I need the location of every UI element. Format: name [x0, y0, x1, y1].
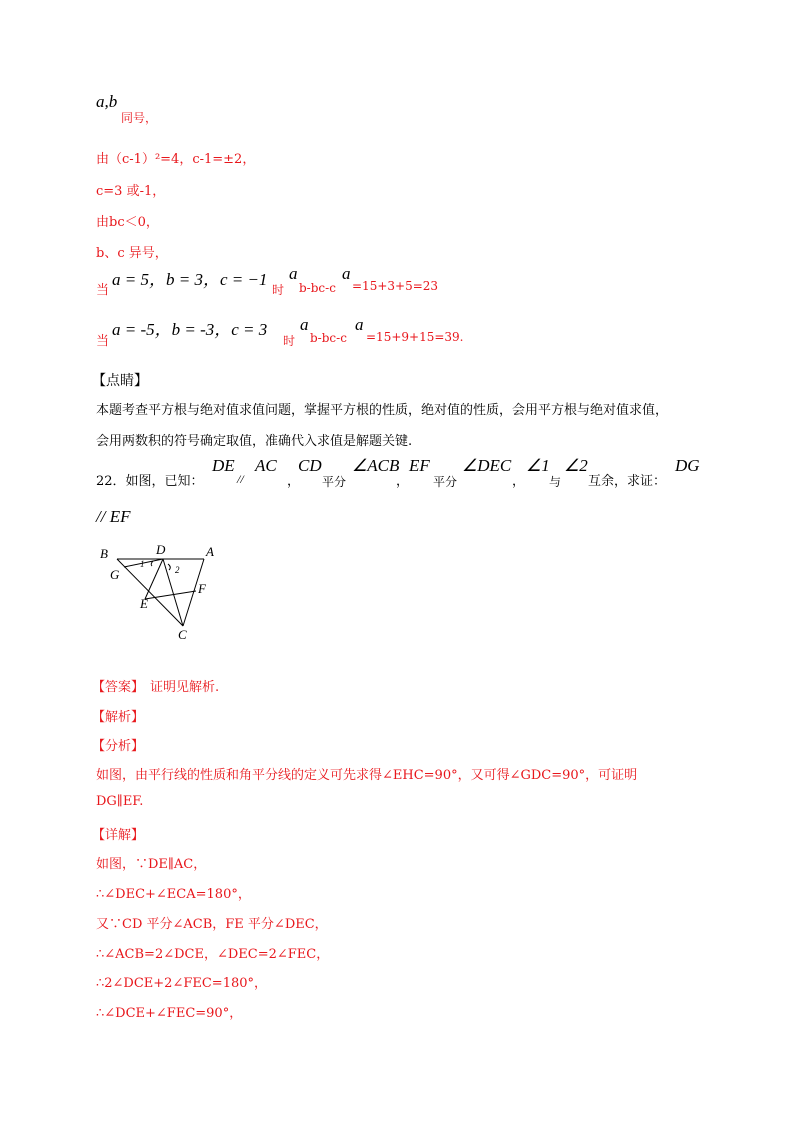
q22-bisect-2: 平分	[433, 475, 458, 489]
q22-ef: EF	[409, 456, 430, 475]
detail-line-4: ∴∠ACB=2∠DCE，∠DEC=2∠FEC，	[96, 947, 330, 962]
jiexi-heading: 【解析】	[92, 710, 145, 725]
label-angle-1: 1	[140, 559, 145, 569]
label-B: B	[100, 546, 108, 561]
q22-de: DE	[212, 456, 235, 475]
label-D: D	[156, 542, 166, 557]
comment-line-1: 本题考查平方根与绝对值求值问题，掌握平方根的性质，绝对值的性质，会用平方根与绝对值求值，	[96, 403, 669, 418]
label-G: G	[110, 567, 120, 582]
case-1-when: 时	[272, 283, 285, 297]
case-2-result: =15+9+15=39.	[366, 330, 464, 344]
answer-heading: 【答案】	[92, 680, 145, 695]
case-1-a2: a	[342, 264, 351, 283]
case-1-condition: a = 5，b = 3，c = −1	[112, 270, 268, 289]
case-2-when: 时	[283, 334, 296, 348]
q22-angle-2: ∠2	[564, 456, 588, 475]
case-2-prefix: 当	[96, 334, 110, 349]
label-F: F	[198, 581, 206, 596]
case-1-prefix: 当	[96, 283, 110, 298]
comment-heading: 【点睛】	[92, 373, 148, 389]
solution-line-c-square: 由（c-1）²=4，c-1=±2，	[96, 152, 256, 167]
q22-and: 与	[549, 475, 562, 489]
solution-line-bc: 由bc＜0，	[96, 215, 159, 230]
label-E: E	[140, 596, 148, 611]
label-A: A	[206, 544, 214, 559]
detail-line-5: ∴2∠DCE+2∠FEC=180°，	[96, 976, 268, 991]
case-2-expression: b-bc-c	[310, 331, 347, 345]
same-sign-note: 同号，	[121, 111, 158, 125]
q22-angle-1: ∠1	[526, 456, 550, 475]
q22-lead: 22．如图，已知：	[96, 474, 204, 489]
case-1-a1: a	[289, 264, 298, 283]
case-1-result: =15+3+5=23	[352, 279, 439, 293]
detail-line-2: ∴∠DEC+∠ECA=180°，	[96, 887, 251, 902]
detail-line-3: 又∵CD 平分∠ACB，FE 平分∠DEC，	[96, 917, 328, 932]
case-2-a1: a	[300, 315, 309, 334]
q22-cd: CD	[298, 456, 322, 475]
detail-line-6: ∴∠DCE+∠FEC=90°，	[96, 1006, 243, 1021]
q22-bisect-1: 平分	[322, 475, 347, 489]
q22-sep-2: ，	[396, 474, 410, 489]
label-angle-2: 2	[175, 565, 180, 575]
q22-parallel: //	[237, 472, 244, 486]
q22-ef-line2: // EF	[96, 507, 131, 526]
q22-dec: ∠DEC	[462, 456, 512, 475]
detail-heading: 【详解】	[92, 828, 145, 843]
q22-sep-1: ，	[287, 474, 301, 489]
q22-acb: ∠ACB	[352, 456, 400, 475]
analysis-line-1: 如图，由平行线的性质和角平分线的定义可先求得∠EHC=90°，又可得∠GDC=90°，可证明	[96, 768, 638, 783]
detail-line-1: 如图，∵DE∥AC，	[96, 857, 207, 872]
solution-line-c-value: c=3 或-1，	[96, 184, 166, 199]
analysis-line-2: DG∥EF.	[96, 794, 144, 809]
case-2-condition: a = -5，b = -3，c = 3	[112, 320, 268, 339]
fenxi-heading: 【分析】	[92, 739, 145, 754]
line-DE	[145, 559, 163, 599]
answer-text: 证明见解析.	[150, 680, 220, 695]
solution-line-bc-sign: b、c 异号，	[96, 246, 168, 261]
triangle-figure	[90, 540, 230, 645]
math-ab: a,b	[96, 92, 118, 111]
q22-dg: DG	[675, 456, 700, 475]
case-1-expression: b-bc-c	[299, 281, 336, 295]
angle-2-arc	[168, 564, 170, 570]
case-2-a2: a	[355, 315, 364, 334]
comment-line-2: 会用两数积的符号确定取值，准确代入求值是解题关键.	[96, 434, 413, 449]
q22-sep-3: ，	[512, 474, 526, 489]
q22-ac: AC	[255, 456, 277, 475]
q22-complementary: 互余，求证：	[588, 474, 667, 489]
label-C: C	[178, 627, 187, 642]
